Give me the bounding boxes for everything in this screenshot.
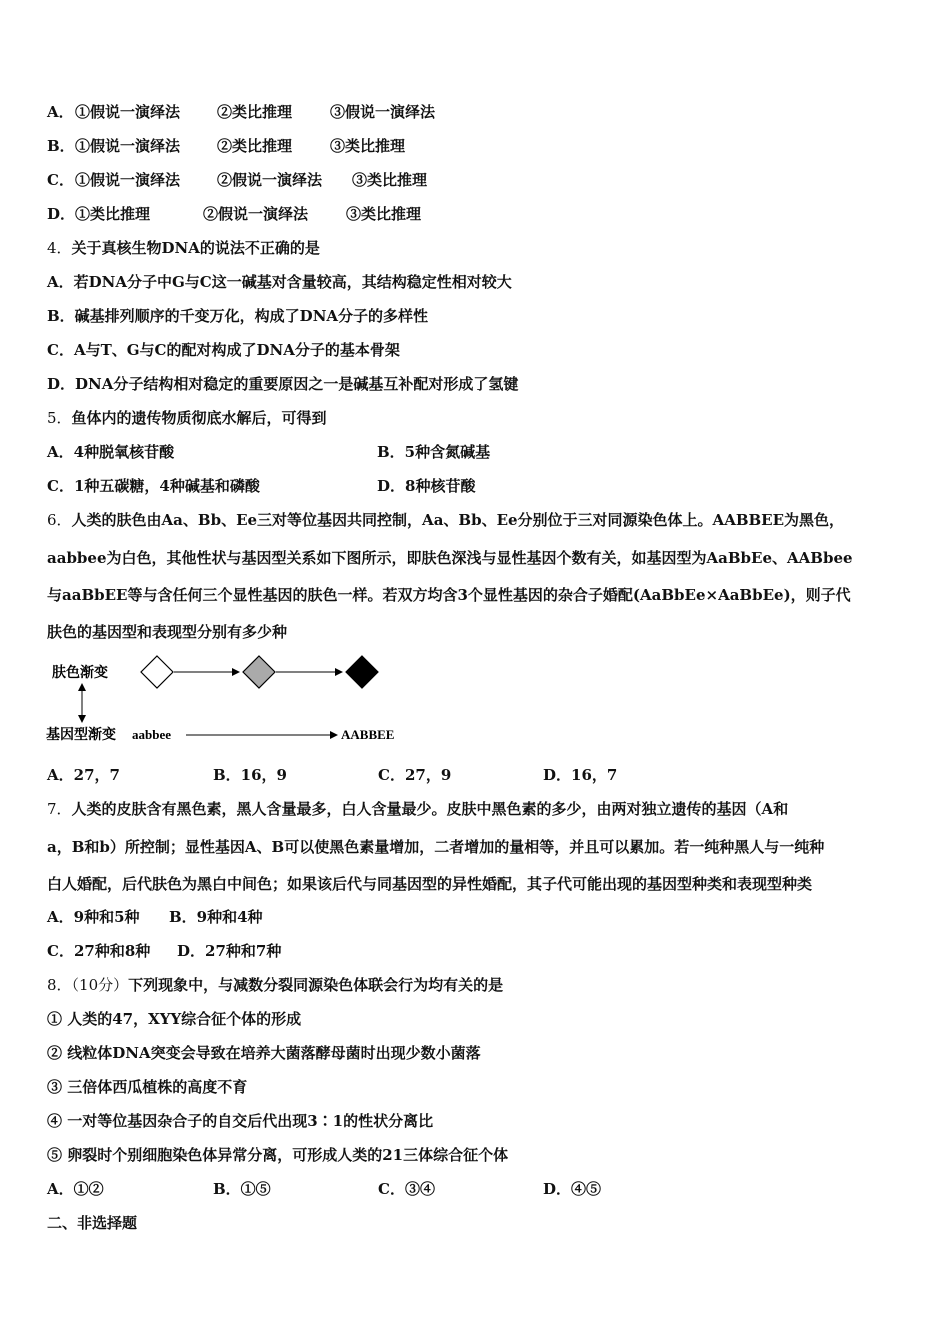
q7-stem-line1: 7．人类的皮肤含有黑色素，黑人含量最多，白人含量最少。皮肤中黑色素的多少，由两对独立遗传的基因（A和 bbox=[47, 800, 789, 818]
q8-item-2: ② 线粒体DNA突变会导致在培养大菌落酵母菌时出现少数小菌落 bbox=[47, 1044, 481, 1062]
q5-stem: 5．鱼体内的遗传物质彻底水解后，可得到 bbox=[47, 409, 327, 427]
q8-item-3: ③ 三倍体西瓜植株的高度不育 bbox=[47, 1078, 248, 1096]
q6-options: A．27，7 B．16，9 C．27，9 D．16，7 bbox=[47, 766, 618, 784]
q7-stem-line3: 白人婚配，后代肤色为黑白中间色；如果该后代与同基因型的异性婚配，其子代可能出现的基因型种类和表现型种类 bbox=[47, 875, 813, 893]
skin-color-diagram bbox=[44, 652, 424, 752]
q7-stem-line2: a，B和b）所控制；显性基因A、B可以使黑色素量增加，二者增加的量相等，并且可以累加。若一纯种黑人与一纯种 bbox=[47, 838, 825, 856]
q4-option-a: A．若DNA分子中G与C这一碱基对含量较高，其结构稳定性相对较大 bbox=[47, 273, 512, 291]
q7-options-row2: C．27种和8种 D．27种和7种 bbox=[47, 942, 282, 960]
genotype-aabbee: aabbee bbox=[132, 727, 171, 742]
q5-options-row2: C．1种五碳糖，4种碱基和磷酸 D．8种核苷酸 bbox=[47, 477, 476, 495]
q4-option-b: B．碱基排列顺序的千变万化，构成了DNA分子的多样性 bbox=[47, 307, 429, 325]
q3-option-b: B．①假说一演绎法 ②类比推理 ③类比推理 bbox=[47, 137, 406, 155]
q5-options-row1: A．4种脱氧核苷酸 B．5种含氮碱基 bbox=[47, 443, 491, 461]
diamond-white bbox=[141, 656, 173, 688]
q3-option-a: A．①假说一演绎法 ②类比推理 ③假说一演绎法 bbox=[47, 103, 436, 121]
q8-item-1: ① 人类的47，XYY综合征个体的形成 bbox=[47, 1010, 302, 1028]
q4-stem: 4．关于真核生物DNA的说法不正确的是 bbox=[47, 239, 320, 257]
q7-options-row1: A．9种和5种 B．9种和4种 bbox=[47, 908, 263, 926]
q6-stem-line4: 肤色的基因型和表现型分别有多少种 bbox=[47, 623, 288, 641]
q3-option-d: D．①类比推理 ②假说一演绎法 ③类比推理 bbox=[47, 205, 422, 223]
diamond-black bbox=[346, 656, 378, 688]
q6-stem-line1: 6．人类的肤色由Aa、Bb、Ee三对等位基因共同控制，Aa、Bb、Ee分别位于三对同源染色体上。AABBEE为黑色， bbox=[47, 511, 845, 529]
section-2-heading: 二、非选择题 bbox=[47, 1214, 138, 1232]
skin-gradient-label: 肤色渐变 bbox=[52, 666, 108, 681]
q4-option-d: D．DNA分子结构相对稳定的重要原因之一是碱基互补配对形成了氢键 bbox=[47, 375, 519, 393]
q4-option-c: C．A与T、G与C的配对构成了DNA分子的基本骨架 bbox=[47, 341, 400, 359]
q8-options: A．①② B．①⑤ C．③④ D．④⑤ bbox=[47, 1180, 602, 1198]
q6-stem-line3: 与aaBbEE等与含任何三个显性基因的肤色一样。若双方均含3个显性基因的杂合子婚配(AaBbEe×AaBbEe)，则子代 bbox=[47, 586, 851, 604]
genotype-gradient-label: 基因型渐变 bbox=[46, 728, 116, 743]
q6-stem-line2: aabbee为白色，其他性状与基因型关系如下图所示，即肤色深浅与显性基因个数有关，如基因型为AaBbEe、AABbee bbox=[47, 549, 853, 567]
diamond-gray bbox=[243, 656, 275, 688]
q8-item-5: ⑤ 卵裂时个别细胞染色体异常分离，可形成人类的21三体综合征个体 bbox=[47, 1146, 509, 1164]
genotype-AABBEE: AABBEE bbox=[341, 727, 395, 742]
q8-stem: 8．（10分）下列现象中，与减数分裂同源染色体联会行为均有关的是 bbox=[47, 976, 504, 994]
q8-item-4: ④ 一对等位基因杂合子的自交后代出现3∶1的性状分离比 bbox=[47, 1112, 434, 1130]
q3-option-c: C．①假说一演绎法 ②假说一演绎法 ③类比推理 bbox=[47, 171, 428, 189]
